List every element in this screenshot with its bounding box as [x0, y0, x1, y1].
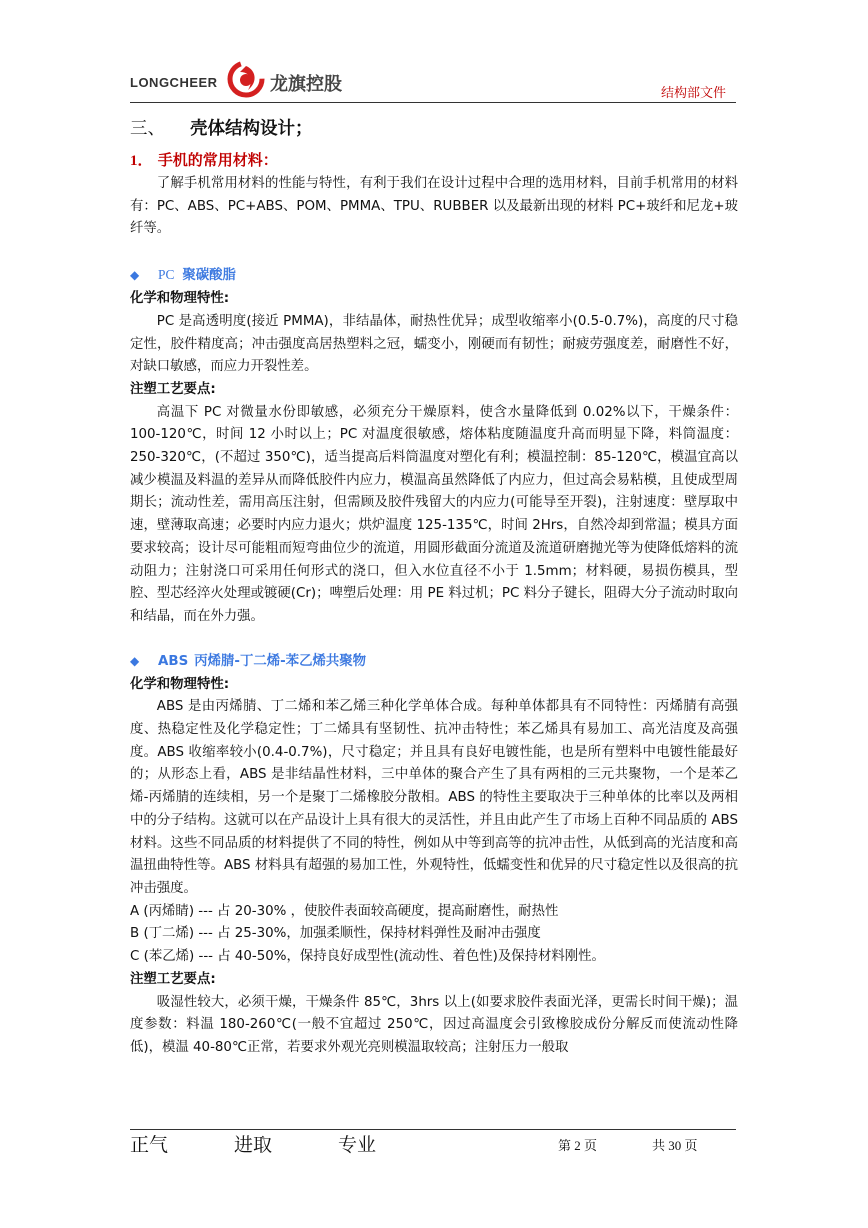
brand-swirl-icon [226, 60, 266, 98]
motto-2: 进取 [234, 1134, 273, 1156]
abs-process-label: 注塑工艺要点: [130, 971, 216, 987]
pc-heading [130, 263, 738, 288]
pc-props-text: PC 是高透明度(接近 PMMA)，非结晶体，耐热性优异；成型收缩率小(0.5-0.7%)，高度的尺寸稳定性，胶件精度高；冲击强度高居热塑料之冠，蠕变小，刚硬而有韧性；耐疲劳强度差，耐磨性不好，对缺口敏感，而应力开裂性差。 [130, 313, 738, 375]
header-divider [130, 102, 736, 103]
abs-heading [130, 649, 738, 674]
abs-name: 丙烯腈-丁二烯-苯乙烯共聚物 [194, 653, 367, 669]
pc-process-label: 注塑工艺要点: [130, 381, 216, 397]
section-heading [130, 114, 738, 144]
brand-logo-cn: 龙旗控股 [270, 74, 342, 95]
page-footer [130, 1130, 736, 1160]
document-label: 结构部文件 [660, 86, 726, 101]
abs-component-a: A (丙烯睛) --- 占 20-30% ，使胶件表面较高硬度，提高耐磨性，耐热性 [130, 903, 559, 919]
abs-component-b: B (丁二烯) --- 占 25-30%，加强柔顺性，保持材料弹性及耐冲击强度 [130, 926, 541, 942]
brand-logo-text: LONGCHEER [130, 75, 218, 90]
motto-1: 正气 [130, 1134, 169, 1156]
diamond-bullet-icon: ◆ [130, 268, 140, 283]
motto-3: 专业 [338, 1134, 377, 1156]
abs-props-label: 化学和物理特性: [130, 676, 230, 692]
section-number: 三、 [130, 119, 165, 139]
intro-paragraph: 了解手机常用材料的性能与特性，有利于我们在设计过程中合理的选用材料，目前手机常用的材料有：PC、ABS、PC+ABS、POM、PMMA、TPU、RUBBER 以及最新出现的材料 PC+玻纤和尼龙+玻纤等。 [130, 176, 738, 237]
subsection-title: 手机的常用材料： [157, 151, 278, 169]
subsection-heading [130, 148, 738, 173]
pc-props-label: 化学和物理特性: [130, 291, 230, 307]
subsection-number: 1． [130, 153, 153, 169]
abs-props-text: ABS 是由丙烯腈、丁二烯和苯乙烯三种化学单体合成。每种单体都具有不同特性：丙烯腈有高强度、热稳定性及化学稳定性；丁二烯具有坚韧性、抗冲击特性；苯乙烯具有易加工、高光洁度及高强度。ABS 收缩率较小(0.4-0.7%)，尺寸稳定；并且具有良好电镀性能，也是所有塑料中电镀性能最好的；从形态上看，ABS 是非结晶性材料，三中单体的聚合产生了具有两相的三元共聚物，一个是苯乙烯-丙烯腈的连续相，另一个是聚丁二烯橡胶分散相。ABS 的特性主要取决于三种单体的比率以及两相中的分子结构。这就可以在产品设计上具有很大的灵活性，并且由此产生了市场上百种不同品质的 ABS 材料。这些不同品质的材料提供了不同的特性，例如从中等到高等的抗冲击性，从低到高的光洁度和高温扭曲特性等。ABS 材料具有超强的易加工性，外观特性，低蠕变性和优异的尺寸稳定性以及很高的抗冲击强度。 [130, 699, 738, 896]
main-content [130, 114, 738, 1060]
page-total: 共 30 页 [652, 1138, 698, 1153]
pc-process-text: 高温下 PC 对微量水份即敏感，必须充分干燥原料，使含水量降低到 0.02%以下，干燥条件：100-120℃，时间 12 小时以上；PC 对温度很敏感，熔体粘度随温度升高而明显下降，料筒温度：250-320℃，(不超过 350℃)，适当提高后料筒温度对塑化有利；模温控制：85-120℃，模温宜高以减少模温及料温的差异从而降低胶件内应力，模温高虽然降低了内应力，但过高会易粘模，且使成型周期长；流动性差，需用高压注射，但需顾及胶件残留大的内应力(可能导至开裂)，注射速度：壁厚取中速，壁薄取高速；必要时内应力退火；烘炉温度 125-135℃，时间 2Hrs，自然冷却到常温；模具方面要求较高；设计尽可能粗而短弯曲位少的流道，用圆形截面分流道及流道研磨抛光等为使降低熔料的流动阻力；注射浇口可采用任何形式的浇口，但入水位直径不小于 1.5mm；材料硬，易损伤模具，型腔、型芯经淬火处理或镀硬(Cr)；啤塑后处理：用 PE 料过机；PC 料分子键长，阻碍大分子流动时取向和结晶，而在外力强。 [130, 404, 738, 624]
pc-code: PC [158, 267, 175, 283]
pc-name: 聚碳酸脂 [182, 268, 236, 284]
diamond-bullet-icon: ◆ [130, 653, 140, 668]
abs-component-c: C (苯乙烯) --- 占 40-50%，保持良好成型性(流动性、着色性)及保持材料刚性。 [130, 949, 605, 965]
page-header [130, 60, 736, 104]
abs-process-text: 吸湿性较大，必须干燥，干燥条件 85℃，3hrs 以上(如要求胶件表面光泽，更需长时间干燥)；温度参数：料温 180-260℃(一般不宜超过 250℃，因过高温度会引致橡胶成份分解反而使流动性降低)，模温 40-80℃正常，若要求外观光亮则模温取较高；注射压力一般取 [130, 994, 738, 1055]
abs-code: ABS [158, 653, 189, 669]
page-number: 第 2 页 [558, 1138, 598, 1153]
section-title: 壳体结构设计； [190, 119, 313, 139]
